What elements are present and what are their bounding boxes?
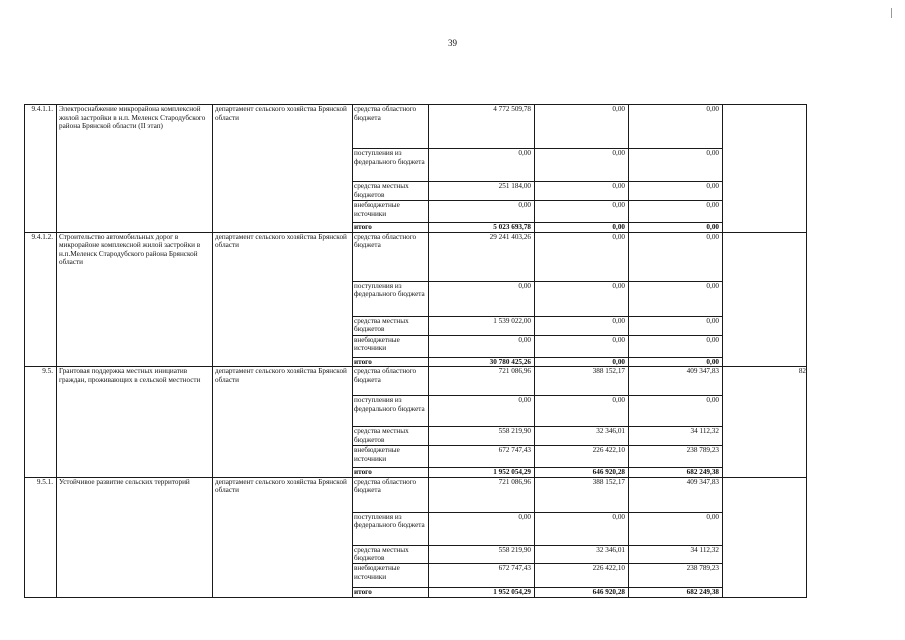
amount-year-2: 0,00 [535, 281, 629, 316]
amount-year-3: 34 112,32 [629, 427, 723, 446]
amount-year-1: 4 772 509,78 [429, 105, 535, 149]
funding-source: итого [353, 223, 429, 233]
amount-year-1: 30 780 425,26 [429, 357, 535, 367]
funding-source: средства местных бюджетов [353, 182, 429, 201]
amount-year-1: 721 086,96 [429, 367, 535, 396]
indicator-value: 82 [723, 367, 807, 478]
amount-year-1: 0,00 [429, 335, 535, 357]
amount-year-3: 0,00 [629, 223, 723, 233]
funding-source: поступления из федерального бюджета [353, 149, 429, 182]
funding-source: внебюджетные источники [353, 446, 429, 468]
amount-year-1: 5 023 693,78 [429, 223, 535, 233]
amount-year-3: 238 789,23 [629, 563, 723, 587]
page-number: 39 [448, 38, 457, 48]
amount-year-2: 0,00 [535, 316, 629, 335]
amount-year-3: 0,00 [629, 335, 723, 357]
amount-year-2: 226 422,10 [535, 446, 629, 468]
amount-year-2: 0,00 [535, 201, 629, 223]
amount-year-3: 0,00 [629, 182, 723, 201]
amount-year-2: 0,00 [535, 396, 629, 427]
amount-year-2: 0,00 [535, 149, 629, 182]
item-code: 9.4.1.1. [25, 105, 57, 233]
amount-year-2: 388 152,17 [535, 477, 629, 512]
amount-year-1: 0,00 [429, 149, 535, 182]
amount-year-3: 0,00 [629, 316, 723, 335]
table-row [25, 105, 807, 149]
budget-table [24, 104, 807, 598]
funding-source: итого [353, 468, 429, 478]
amount-year-2: 32 346,01 [535, 545, 629, 563]
amount-year-2: 646 920,28 [535, 468, 629, 478]
amount-year-2: 0,00 [535, 182, 629, 201]
amount-year-2: 646 920,28 [535, 587, 629, 597]
item-code: 9.5. [25, 367, 57, 478]
amount-year-1: 721 086,96 [429, 477, 535, 512]
amount-year-1: 558 219,90 [429, 545, 535, 563]
amount-year-1: 29 241 403,26 [429, 232, 535, 281]
amount-year-1: 1 952 054,29 [429, 468, 535, 478]
funding-source: поступления из федерального бюджета [353, 396, 429, 427]
table-row [25, 232, 807, 281]
item-code: 9.5.1. [25, 477, 57, 597]
amount-year-3: 0,00 [629, 105, 723, 149]
amount-year-2: 226 422,10 [535, 563, 629, 587]
item-name: Грантовая поддержка местных инициатив граждан, проживающих в сельской местности [57, 367, 213, 478]
amount-year-1: 558 219,90 [429, 427, 535, 446]
amount-year-2: 0,00 [535, 105, 629, 149]
amount-year-3: 0,00 [629, 281, 723, 316]
indicator-value [723, 477, 807, 597]
amount-year-2: 32 346,01 [535, 427, 629, 446]
table-row [25, 367, 807, 396]
funding-source: итого [353, 357, 429, 367]
amount-year-1: 672 747,43 [429, 446, 535, 468]
amount-year-3: 0,00 [629, 512, 723, 545]
funding-source: средства областного бюджета [353, 232, 429, 281]
amount-year-1: 1 539 022,00 [429, 316, 535, 335]
funding-source: средства местных бюджетов [353, 316, 429, 335]
amount-year-2: 0,00 [535, 357, 629, 367]
funding-source: внебюджетные источники [353, 335, 429, 357]
funding-source: поступления из федерального бюджета [353, 512, 429, 545]
item-name: Устойчивое развитие сельских территорий [57, 477, 213, 597]
amount-year-3: 682 249,38 [629, 587, 723, 597]
amount-year-1: 0,00 [429, 512, 535, 545]
funding-source: средства областного бюджета [353, 105, 429, 149]
amount-year-1: 1 952 054,29 [429, 587, 535, 597]
amount-year-3: 0,00 [629, 357, 723, 367]
item-code: 9.4.1.2. [25, 232, 57, 367]
funding-source: поступления из федерального бюджета [353, 281, 429, 316]
funding-source: итого [353, 587, 429, 597]
funding-source: внебюджетные источники [353, 201, 429, 223]
amount-year-1: 0,00 [429, 201, 535, 223]
funding-source: средства местных бюджетов [353, 427, 429, 446]
amount-year-1: 0,00 [429, 396, 535, 427]
indicator-value [723, 232, 807, 367]
amount-year-3: 0,00 [629, 201, 723, 223]
scan-edge-mark [891, 8, 892, 18]
funding-source: средства областного бюджета [353, 367, 429, 396]
amount-year-2: 0,00 [535, 223, 629, 233]
amount-year-3: 0,00 [629, 149, 723, 182]
item-name: Электроснабжение микрорайона комплексной жилой застройки в н.п. Меленск Стародубского района Брянской области (II этап) [57, 105, 213, 233]
item-executor: департамент сельского хозяйства Брянской области [213, 105, 353, 233]
funding-source: средства областного бюджета [353, 477, 429, 512]
amount-year-3: 238 789,23 [629, 446, 723, 468]
item-name: Строительство автомобильных дорог в микрорайоне комплексной жилой застройки в н.п.Меленск Стародубского района Брянской области [57, 232, 213, 367]
amount-year-2: 388 152,17 [535, 367, 629, 396]
item-executor: департамент сельского хозяйства Брянской области [213, 477, 353, 597]
table-row [25, 477, 807, 512]
amount-year-1: 672 747,43 [429, 563, 535, 587]
amount-year-2: 0,00 [535, 512, 629, 545]
amount-year-3: 34 112,32 [629, 545, 723, 563]
amount-year-3: 409 347,83 [629, 367, 723, 396]
amount-year-2: 0,00 [535, 232, 629, 281]
amount-year-3: 0,00 [629, 232, 723, 281]
amount-year-3: 409 347,83 [629, 477, 723, 512]
amount-year-2: 0,00 [535, 335, 629, 357]
funding-source: средства местных бюджетов [353, 545, 429, 563]
item-executor: департамент сельского хозяйства Брянской области [213, 232, 353, 367]
funding-source: внебюджетные источники [353, 563, 429, 587]
item-executor: департамент сельского хозяйства Брянской области [213, 367, 353, 478]
indicator-value [723, 105, 807, 233]
amount-year-3: 0,00 [629, 396, 723, 427]
amount-year-1: 0,00 [429, 281, 535, 316]
amount-year-1: 251 184,00 [429, 182, 535, 201]
amount-year-3: 682 249,38 [629, 468, 723, 478]
